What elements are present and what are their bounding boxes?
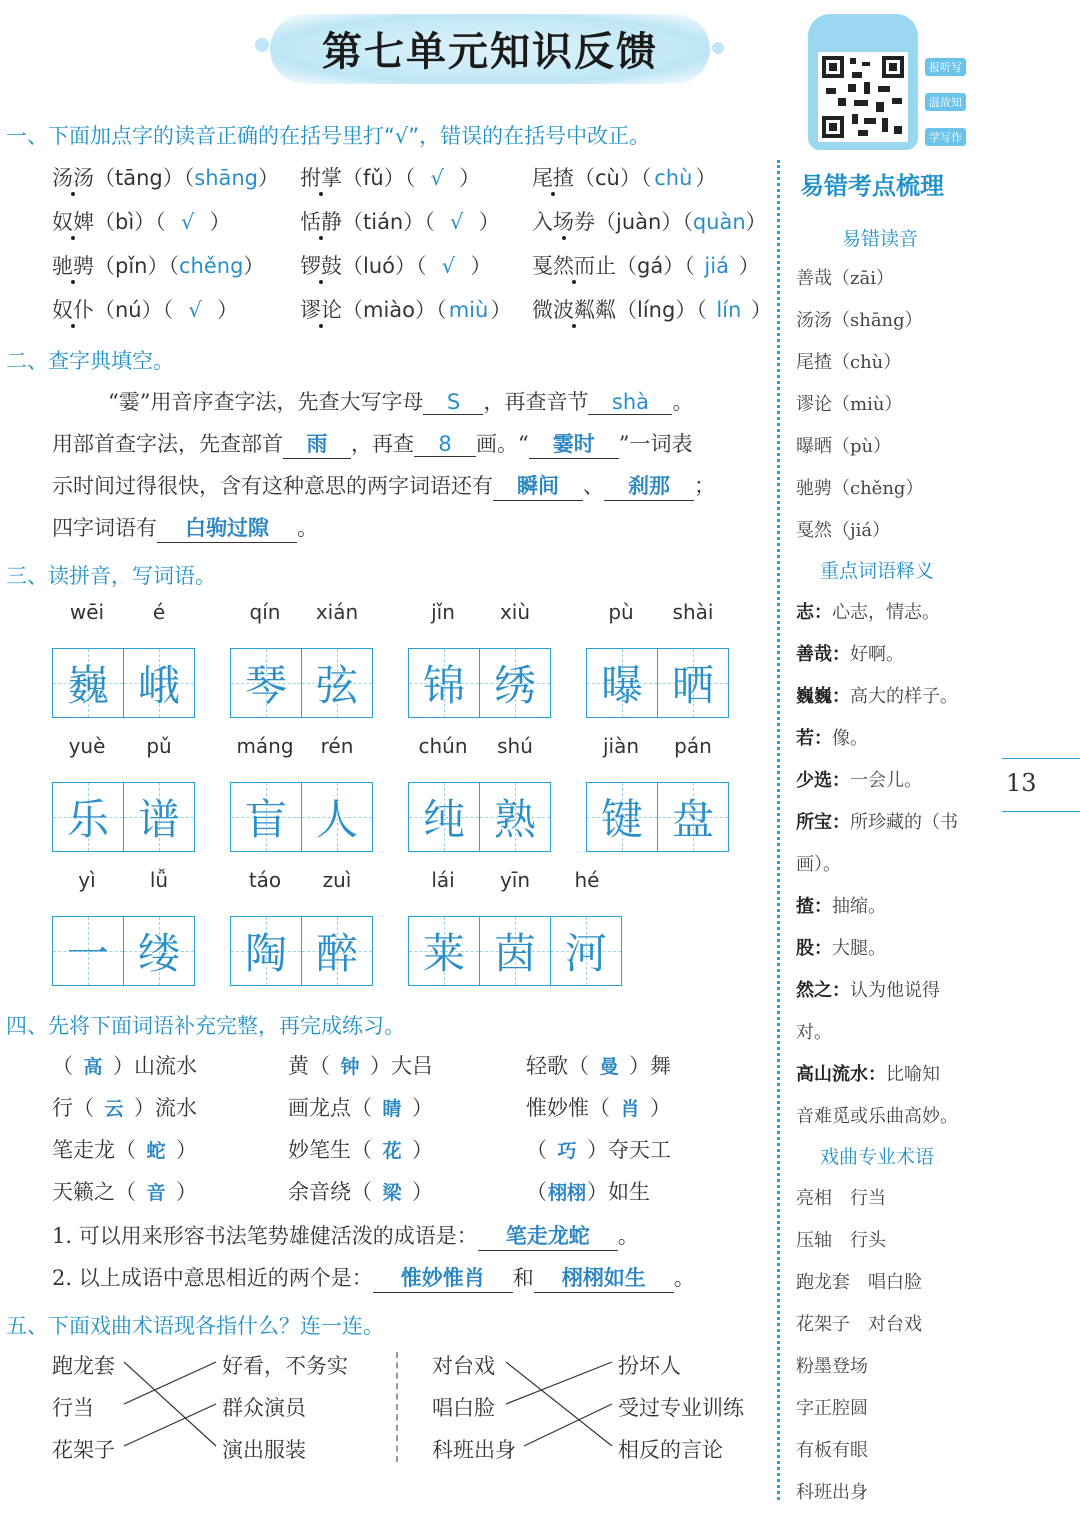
match-line bbox=[124, 1362, 216, 1404]
char-answer: 峨 bbox=[137, 661, 180, 710]
qr-tags bbox=[925, 58, 966, 146]
sidebar-term: 压轴 行头 bbox=[796, 1230, 886, 1251]
idiom-answer[interactable]: 花 bbox=[382, 1140, 402, 1162]
reading-pinyin: pǐn bbox=[115, 254, 148, 278]
section2-line3: 示时间过得很快，含有这种意思的两字词语还有 瞬间 、 刹那 ； bbox=[52, 470, 715, 501]
qr-tag[interactable]: 温故知 bbox=[925, 93, 966, 111]
idiom-pre: 黄（ bbox=[288, 1054, 330, 1078]
def-text: 所珍藏的（书 bbox=[850, 812, 958, 833]
pinyin-label: jǐn bbox=[431, 600, 455, 624]
def-text: 画）。 bbox=[796, 854, 841, 875]
idiom-post: ） bbox=[650, 1096, 671, 1120]
reading-word: 汤汤 bbox=[52, 166, 94, 190]
qr-tag[interactable]: 学写作 bbox=[925, 128, 966, 146]
pinyin-label: jiàn bbox=[602, 734, 640, 758]
sidebar-def bbox=[796, 682, 958, 708]
reading-word: 锣鼓 bbox=[300, 254, 342, 278]
idiom-answer[interactable]: 曼 bbox=[599, 1056, 619, 1078]
char-grid bbox=[408, 916, 622, 986]
idiom-pre: 惟妙惟（ bbox=[526, 1096, 610, 1120]
reading-pinyin: bì bbox=[115, 210, 135, 234]
section2-heading: 二、查字典填空。 bbox=[6, 349, 174, 373]
idiom-pre: 妙笔生（ bbox=[288, 1138, 372, 1162]
idiom-pre: 笔走龙（ bbox=[52, 1138, 136, 1162]
sidebar-heading-readings: 易错读音 bbox=[842, 228, 919, 250]
def-text: 抽缩。 bbox=[832, 896, 886, 917]
pinyin-label: hé bbox=[574, 868, 600, 892]
reading-word: 戛然而止 bbox=[532, 254, 616, 278]
sidebar-reading: 尾揸（chù） bbox=[796, 352, 902, 373]
qr-tag[interactable]: 报听写 bbox=[925, 58, 966, 76]
sidebar-divider bbox=[777, 160, 780, 1500]
char-answer: 绣 bbox=[493, 661, 536, 710]
char-answer: 一 bbox=[66, 929, 109, 978]
answer-blank[interactable]: 霎时 bbox=[529, 428, 619, 459]
pinyin-label: pǔ bbox=[146, 734, 172, 758]
sidebar-def bbox=[796, 808, 958, 834]
sidebar-def bbox=[796, 766, 922, 792]
reading-word: 恬静 bbox=[300, 210, 342, 234]
pinyin-label: pán bbox=[674, 734, 712, 758]
char-answer: 锦 bbox=[422, 661, 465, 710]
answer-blank[interactable]: 栩栩如生 bbox=[534, 1262, 674, 1293]
match-term[interactable]: 行当 bbox=[52, 1396, 94, 1420]
answer-blank[interactable]: 白驹过隙 bbox=[157, 512, 297, 543]
def-term: 善哉： bbox=[796, 644, 850, 665]
match-term[interactable]: 相反的言论 bbox=[618, 1438, 723, 1462]
def-term: 高山流水： bbox=[796, 1064, 886, 1085]
answer-blank[interactable]: 瞬间 bbox=[493, 470, 583, 501]
answer-blank[interactable]: 刹那 bbox=[604, 470, 694, 501]
sidebar-term: 有板有眼 bbox=[796, 1440, 868, 1461]
sidebar-reading: 汤汤（shāng） bbox=[796, 310, 923, 331]
char-answer: 谱 bbox=[137, 795, 180, 844]
def-text: 大腿。 bbox=[832, 938, 886, 959]
reading-pinyin: cù bbox=[595, 166, 620, 190]
match-line bbox=[124, 1362, 216, 1446]
page-title: 第七单元知识反馈 bbox=[322, 29, 658, 75]
idiom-answer[interactable]: 蛇 bbox=[146, 1140, 166, 1162]
match-term[interactable]: 受过专业训练 bbox=[618, 1396, 744, 1420]
char-answer: 陶 bbox=[244, 929, 287, 978]
reading-answer[interactable]: √ bbox=[180, 210, 195, 234]
match-term[interactable]: 跑龙套 bbox=[52, 1354, 115, 1378]
match-line bbox=[524, 1404, 612, 1446]
match-term[interactable]: 唱白脸 bbox=[432, 1396, 495, 1420]
pinyin-label: yuè bbox=[68, 734, 106, 758]
section1-heading: 一、下面加点字的读音正确的在括号里打“√”，错误的在括号中改正。 bbox=[6, 124, 651, 148]
def-term: 志： bbox=[796, 602, 832, 623]
reading-pinyin: miào bbox=[363, 298, 416, 322]
idiom-answer[interactable]: 睛 bbox=[382, 1098, 402, 1120]
def-text: 一会儿。 bbox=[850, 770, 922, 791]
sidebar-heading-terms: 戏曲专业术语 bbox=[820, 1146, 935, 1168]
pinyin-label: shài bbox=[672, 600, 714, 624]
section4-heading: 四、先将下面词语补充完整，再完成练习。 bbox=[6, 1014, 405, 1038]
idiom-answer[interactable]: 巧 bbox=[557, 1140, 577, 1162]
page-number: 13 bbox=[1006, 769, 1037, 797]
def-term: 巍巍： bbox=[796, 686, 850, 707]
section2-line2: 用部首查字法，先查部首 雨 ，再查 8 画。“ 霎时 ”一词表 bbox=[52, 428, 693, 459]
reading-word: 奴仆 bbox=[52, 298, 94, 322]
char-answer: 茵 bbox=[493, 929, 536, 978]
idiom-pre: （ bbox=[52, 1054, 73, 1078]
sidebar-def bbox=[796, 640, 904, 666]
pinyin-label: pù bbox=[608, 600, 634, 624]
def-text: 高大的样子。 bbox=[850, 686, 958, 707]
reading-item: 拊掌（fǔ）（ √ ） bbox=[300, 166, 481, 190]
sidebar-term: 亮相 行当 bbox=[796, 1188, 886, 1209]
reading-item: 锣鼓（luó）（ √ ） bbox=[300, 254, 492, 278]
sidebar-heading-defs: 重点词语释义 bbox=[820, 560, 935, 582]
idiom-pre: 余音绕（ bbox=[288, 1180, 372, 1204]
reading-item: 驰骋（pǐn）（chěng） bbox=[52, 254, 265, 278]
idiom-answer[interactable]: 高 bbox=[83, 1056, 103, 1078]
idiom-post: ） bbox=[176, 1138, 197, 1162]
def-term: 股： bbox=[796, 938, 832, 959]
pinyin-label: xiù bbox=[499, 600, 531, 624]
reading-answer[interactable]: √ bbox=[450, 210, 464, 234]
char-answer: 河 bbox=[564, 929, 607, 978]
sidebar-term: 粉墨登场 bbox=[796, 1356, 868, 1377]
sidebar-title: 易错考点梳理 bbox=[800, 172, 944, 200]
sidebar-def bbox=[796, 598, 940, 624]
idiom-pre: （ bbox=[526, 1138, 547, 1162]
char-answer: 弦 bbox=[315, 661, 358, 710]
reading-pinyin: líng bbox=[637, 298, 676, 322]
sidebar-reading: 戛然（jiá） bbox=[796, 520, 891, 541]
match-term[interactable]: 好看，不务实 bbox=[222, 1354, 348, 1378]
reading-item: 谬论（miào）（ miù ） bbox=[300, 298, 512, 322]
char-answer: 纯 bbox=[422, 795, 465, 844]
char-answer: 盘 bbox=[671, 795, 714, 844]
reading-word: 尾揸 bbox=[532, 166, 574, 190]
pinyin-label: zuì bbox=[322, 868, 352, 892]
idiom-post: ）流水 bbox=[134, 1096, 197, 1120]
reading-answer[interactable]: lín bbox=[716, 298, 742, 322]
reading-answer[interactable]: √ bbox=[188, 298, 202, 322]
def-text: 像。 bbox=[832, 728, 868, 749]
char-answer: 琴 bbox=[244, 661, 287, 710]
sidebar-term: 科班出身 bbox=[796, 1482, 868, 1503]
section4-q2: 2. 以上成语中意思相近的两个是： 惟妙惟肖 和 栩栩如生 。 bbox=[52, 1262, 695, 1293]
idiom-post: ）夺天工 bbox=[587, 1138, 671, 1162]
reading-pinyin: fǔ bbox=[363, 166, 384, 190]
reading-item: 微波粼粼（líng）（ lín ） bbox=[532, 298, 772, 322]
sidebar-term: 跑龙套 唱白脸 bbox=[796, 1272, 922, 1293]
idiom-pre: 天籁之（ bbox=[52, 1180, 136, 1204]
sidebar-def bbox=[796, 1018, 832, 1044]
qr-code[interactable] bbox=[818, 52, 908, 142]
answer-blank[interactable]: shà bbox=[588, 390, 672, 415]
reading-item: 戛然而止（gá）（ jiá ） bbox=[532, 254, 760, 278]
def-term: 所宝： bbox=[796, 812, 850, 833]
sidebar-reading: 曝晒（pù） bbox=[796, 436, 892, 457]
reading-word: 拊掌 bbox=[300, 166, 342, 190]
match-line bbox=[506, 1362, 612, 1404]
sidebar-def bbox=[796, 892, 886, 918]
idiom-pre: （ bbox=[526, 1180, 547, 1204]
idiom-post: ） bbox=[412, 1180, 433, 1204]
reading-pinyin: nú bbox=[115, 298, 142, 322]
reading-pinyin: juàn bbox=[616, 210, 662, 234]
reading-item: 恬静（tián）（ √ ） bbox=[300, 210, 500, 234]
idiom-pre: 行（ bbox=[52, 1096, 94, 1120]
def-term: 揸： bbox=[796, 896, 832, 917]
section4-q1: 1. 可以用来形容书法笔势雄健活泼的成语是： 笔走龙蛇 。 bbox=[52, 1220, 639, 1251]
idiom-answer[interactable]: 栩栩 bbox=[547, 1182, 586, 1204]
reading-answer[interactable]: √ bbox=[430, 166, 444, 190]
reading-item: 入场券（juàn）（quàn） bbox=[532, 210, 767, 234]
idiom-answer[interactable]: 云 bbox=[104, 1098, 124, 1120]
reading-item: 尾揸（cù）（ chù ） bbox=[532, 166, 717, 190]
reading-answer[interactable]: √ bbox=[441, 254, 456, 278]
reading-answer[interactable]: jiá bbox=[704, 254, 729, 278]
sidebar-term: 字正腔圆 bbox=[796, 1398, 868, 1419]
pinyin-label: lái bbox=[431, 868, 455, 892]
sidebar-term: 花架子 对台戏 bbox=[796, 1314, 922, 1335]
char-answer: 醉 bbox=[315, 929, 358, 978]
answer-blank[interactable]: 惟妙惟肖 bbox=[373, 1262, 513, 1293]
answer-blank[interactable]: 雨 bbox=[283, 428, 351, 459]
char-answer: 键 bbox=[600, 795, 643, 844]
reading-item: 汤汤（tāng）（shāng） bbox=[52, 166, 280, 190]
char-answer: 人 bbox=[315, 795, 358, 844]
reading-answer[interactable]: shāng bbox=[194, 166, 259, 190]
def-term: 然之： bbox=[796, 980, 850, 1001]
section5-heading: 五、下面戏曲术语现各指什么？连一连。 bbox=[6, 1314, 384, 1338]
section2-line1: “霎”用音序查字法，先查大写字母 S ，再查音节 shà 。 bbox=[108, 390, 694, 414]
pinyin-label: é bbox=[152, 600, 166, 624]
answer-blank[interactable]: 8 bbox=[414, 432, 476, 457]
def-text: 认为他说得 bbox=[850, 980, 940, 1001]
idiom-post: ）大吕 bbox=[370, 1054, 433, 1078]
def-text: 对。 bbox=[796, 1022, 832, 1043]
sidebar-def bbox=[796, 724, 868, 750]
reading-word: 谬论 bbox=[300, 298, 342, 322]
idiom-pre: 画龙点（ bbox=[288, 1096, 372, 1120]
match-term[interactable]: 扮坏人 bbox=[618, 1354, 681, 1378]
sidebar-def bbox=[796, 1102, 958, 1128]
idiom-pre: 轻歌（ bbox=[526, 1054, 589, 1078]
reading-pinyin: luó bbox=[363, 254, 395, 278]
reading-pinyin: tāng bbox=[115, 166, 163, 190]
reading-answer[interactable]: quàn bbox=[692, 210, 746, 234]
pinyin-label: yīn bbox=[499, 868, 531, 892]
reading-answer[interactable]: miù bbox=[448, 298, 489, 322]
section2-line4: 四字词语有 白驹过隙 。 bbox=[52, 512, 318, 543]
idiom-post: ） bbox=[412, 1096, 433, 1120]
reading-answer[interactable]: chěng bbox=[178, 254, 244, 278]
char-answer: 乐 bbox=[66, 795, 109, 844]
pinyin-label: táo bbox=[248, 868, 282, 892]
pinyin-label: shú bbox=[497, 734, 533, 758]
answer-blank[interactable]: 笔走龙蛇 bbox=[478, 1220, 618, 1251]
reading-word: 微波粼粼 bbox=[532, 298, 616, 322]
def-text: 好啊。 bbox=[850, 644, 904, 665]
char-answer: 缕 bbox=[137, 929, 180, 978]
sidebar-def bbox=[796, 850, 841, 876]
answer-blank[interactable]: S bbox=[423, 390, 483, 415]
idiom-post: ）如生 bbox=[587, 1180, 650, 1204]
pinyin-label: yì bbox=[78, 868, 96, 892]
qr-mascot bbox=[808, 14, 918, 150]
idiom-post: ） bbox=[412, 1138, 433, 1162]
reading-pinyin: tián bbox=[363, 210, 404, 234]
idiom-post: ）山流水 bbox=[113, 1054, 197, 1078]
section3-heading: 三、读拼音，写词语。 bbox=[6, 564, 216, 588]
char-answer: 莱 bbox=[422, 929, 465, 978]
def-text: 比喻知 bbox=[886, 1064, 940, 1085]
reading-pinyin: gá bbox=[637, 254, 664, 278]
char-answer: 盲 bbox=[244, 795, 287, 844]
match-term[interactable]: 群众演员 bbox=[222, 1396, 306, 1420]
reading-word: 驰骋 bbox=[52, 254, 94, 278]
match-line bbox=[124, 1404, 216, 1446]
char-answer: 晒 bbox=[671, 661, 714, 710]
idiom-post: ）舞 bbox=[629, 1054, 671, 1078]
reading-answer[interactable]: chù bbox=[654, 166, 693, 190]
pinyin-label: chún bbox=[418, 734, 468, 758]
match-term[interactable]: 科班出身 bbox=[432, 1438, 516, 1462]
page-number-box bbox=[1002, 758, 1080, 812]
reading-item: 奴仆（nú）（ √ ） bbox=[52, 298, 239, 322]
idiom-answer[interactable]: 肖 bbox=[620, 1098, 640, 1120]
reading-word: 入场券 bbox=[532, 210, 595, 234]
char-answer: 巍 bbox=[66, 661, 109, 710]
reading-item: 奴婢（bì）（ √ ） bbox=[52, 210, 231, 234]
def-term: 若： bbox=[796, 728, 832, 749]
def-text: 心志，情志。 bbox=[832, 602, 940, 623]
idiom-answer[interactable]: 梁 bbox=[382, 1182, 402, 1204]
pinyin-label: rén bbox=[320, 734, 354, 758]
sidebar-def bbox=[796, 1060, 940, 1086]
sidebar-reading: 谬论（miù） bbox=[796, 394, 903, 415]
char-answer: 曝 bbox=[600, 661, 643, 710]
idiom-answer[interactable]: 钟 bbox=[340, 1056, 360, 1078]
pinyin-label: lǚ bbox=[149, 868, 169, 892]
match-term[interactable]: 对台戏 bbox=[432, 1354, 495, 1378]
match-term[interactable]: 花架子 bbox=[52, 1438, 115, 1462]
char-answer: 熟 bbox=[493, 795, 536, 844]
idiom-answer[interactable]: 音 bbox=[146, 1182, 166, 1204]
sidebar-reading: 驰骋（chěng） bbox=[796, 478, 924, 499]
sidebar-def bbox=[796, 934, 886, 960]
pinyin-label: máng bbox=[236, 734, 294, 758]
def-text: 音难觅或乐曲高妙。 bbox=[796, 1106, 958, 1127]
match-term[interactable]: 演出服装 bbox=[222, 1438, 306, 1462]
sidebar-reading: 善哉（zāi） bbox=[796, 268, 894, 289]
idiom-post: ） bbox=[176, 1180, 197, 1204]
def-term: 少选： bbox=[796, 770, 850, 791]
match-line bbox=[506, 1362, 612, 1446]
reading-word: 奴婢 bbox=[52, 210, 94, 234]
pinyin-label: xián bbox=[315, 600, 359, 624]
pinyin-label: wēi bbox=[69, 600, 105, 624]
sidebar-def bbox=[796, 976, 940, 1002]
pinyin-label: qín bbox=[249, 600, 281, 624]
